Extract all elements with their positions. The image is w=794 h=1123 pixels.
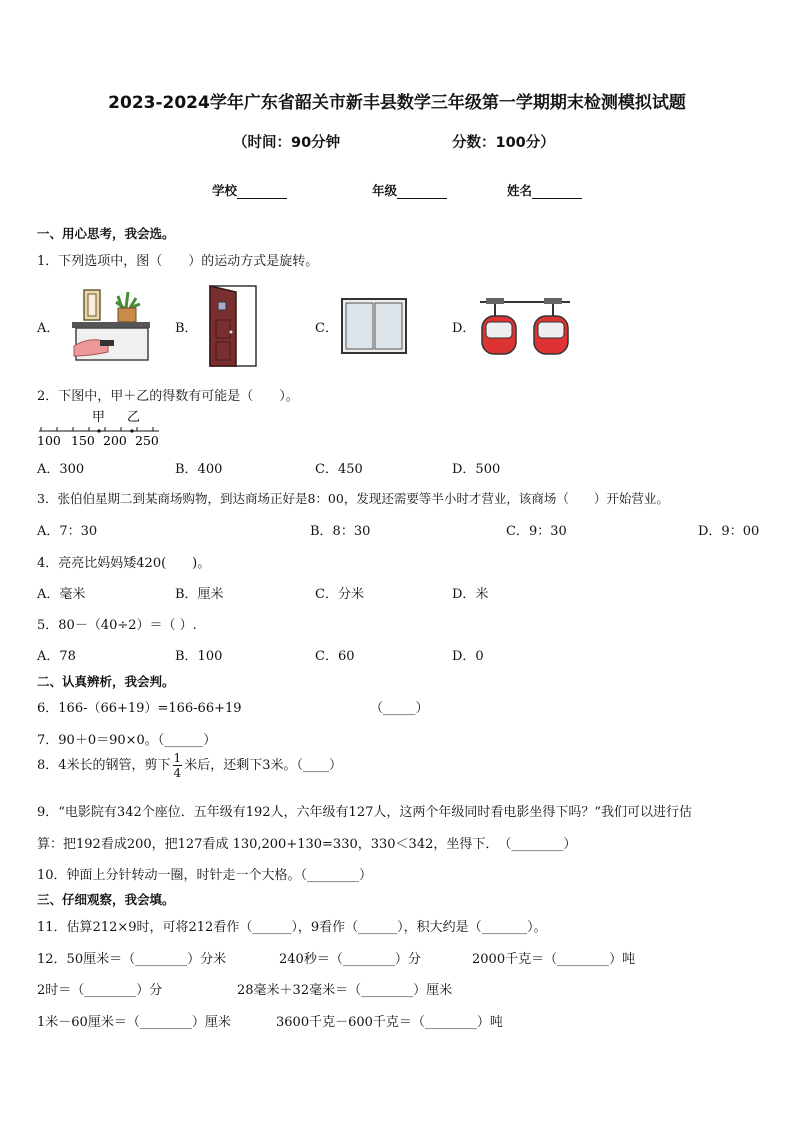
- tick-label-100: 100: [37, 433, 61, 448]
- q3-option-d[interactable]: D．9：00: [698, 524, 760, 539]
- window-image: [340, 297, 408, 355]
- time-limit: （时间：90分钟: [233, 135, 341, 151]
- question-2: 2．下图中，甲＋乙的得数有可能是（ ）。: [37, 389, 299, 404]
- question-3: 3．张伯伯星期二到某商场购物，到达商场正好是8：00，发现还需要等半小时才营业，该商场（ ）开始营业。: [37, 491, 669, 506]
- question-11: 11．估算212×9时，可将212看作（______），9看作（______），积大约是（_______）。: [37, 920, 547, 935]
- tick-label-200: 200: [103, 433, 127, 448]
- q12-part-a: 12．50厘米＝（________）分米: [37, 952, 227, 967]
- question-7: 7．90＋0＝90×0。（______）: [37, 733, 217, 748]
- q12-part-b: 240秒＝（________）分: [279, 952, 421, 967]
- q1-option-c[interactable]: C．: [315, 321, 338, 336]
- q5-option-c[interactable]: C．60: [315, 649, 355, 664]
- school-field[interactable]: 学校: [212, 181, 287, 199]
- q12-part-e: 28毫米＋32毫米＝（________）厘米: [237, 983, 453, 998]
- question-9-line-2: 算：把192看成200，把127看成 130,200+130=330，330＜342，坐得下． （________）: [37, 837, 577, 852]
- q1-option-b[interactable]: B．: [175, 321, 198, 336]
- question-10: 10．钟面上分针转动一圈，时针走一个大格。（________）: [37, 868, 373, 883]
- q4-option-c[interactable]: C．分米: [315, 587, 364, 602]
- question-4: 4．亮亮比妈妈矮420( )。: [37, 556, 211, 571]
- total-score: 分数：100分）: [452, 135, 555, 151]
- q5-option-b[interactable]: B．100: [175, 649, 223, 664]
- q2-option-a[interactable]: A．300: [37, 462, 85, 477]
- drawer-image: [70, 286, 152, 364]
- q5-option-d[interactable]: D．0: [452, 649, 484, 664]
- question-5: 5．80－（40÷2）＝（ ）.: [37, 618, 197, 633]
- name-blank[interactable]: [532, 186, 582, 199]
- q2-option-d[interactable]: D．500: [452, 462, 501, 477]
- school-blank[interactable]: [237, 186, 287, 199]
- q1-option-d[interactable]: D．: [452, 321, 476, 336]
- grade-field[interactable]: 年级: [372, 181, 447, 199]
- q2-option-b[interactable]: B．400: [175, 462, 223, 477]
- tick-label-250: 250: [135, 433, 159, 448]
- q1-option-a[interactable]: A．: [37, 321, 60, 336]
- section-3-heading: 三、仔细观察，我会填。: [37, 892, 175, 907]
- name-field[interactable]: 姓名: [507, 181, 582, 199]
- number-line: [37, 405, 167, 451]
- q3-option-b[interactable]: B．8：30: [310, 524, 371, 539]
- mark-yi: 乙: [127, 410, 141, 425]
- q12-part-c: 2000千克＝（________）吨: [472, 952, 636, 967]
- cable-car-image: [478, 296, 572, 358]
- q2-option-c[interactable]: C．450: [315, 462, 363, 477]
- q12-part-d: 2时＝（________）分: [37, 983, 163, 998]
- q12-part-g: 3600千克－600千克＝（________）吨: [276, 1015, 503, 1030]
- question-8: 8．4米长的钢管，剪下 $\frac{1}{4}$ 米后，还剩下3米。（____）: [37, 751, 342, 780]
- q3-option-c[interactable]: C．9：30: [506, 524, 567, 539]
- door-image: [206, 284, 260, 368]
- question-9-line-1: 9．“电影院有342个座位．五年级有192人，六年级有127人，这两个年级同时看电影坐得下吗？”我们可以进行估: [37, 805, 693, 820]
- question-6: 6．166-（66+19）=166-66+19: [37, 701, 242, 716]
- q4-option-b[interactable]: B．厘米: [175, 587, 224, 602]
- fraction-one-quarter: $\frac{1}{4}$: [173, 751, 182, 780]
- q5-option-a[interactable]: A．78: [37, 649, 76, 664]
- grade-blank[interactable]: [397, 186, 447, 199]
- q4-option-a[interactable]: A．毫米: [37, 587, 86, 602]
- question-1: 1．下列选项中，图（ ）的运动方式是旋转。: [37, 254, 319, 269]
- q3-option-a[interactable]: A．7：30: [37, 524, 98, 539]
- q4-option-d[interactable]: D．米: [452, 587, 489, 602]
- mark-jia: 甲: [92, 410, 106, 425]
- q6-answer-blank[interactable]: （_____）: [370, 701, 429, 716]
- section-1-heading: 一、用心思考，我会选。: [37, 226, 175, 241]
- tick-label-150: 150: [71, 433, 95, 448]
- section-2-heading: 二、认真辨析，我会判。: [37, 674, 175, 689]
- page-title: 2023-2024学年广东省韶关市新丰县数学三年级第一学期期末检测模拟试题: [108, 93, 686, 113]
- q12-part-f: 1米－60厘米＝（________）厘米: [37, 1015, 231, 1030]
